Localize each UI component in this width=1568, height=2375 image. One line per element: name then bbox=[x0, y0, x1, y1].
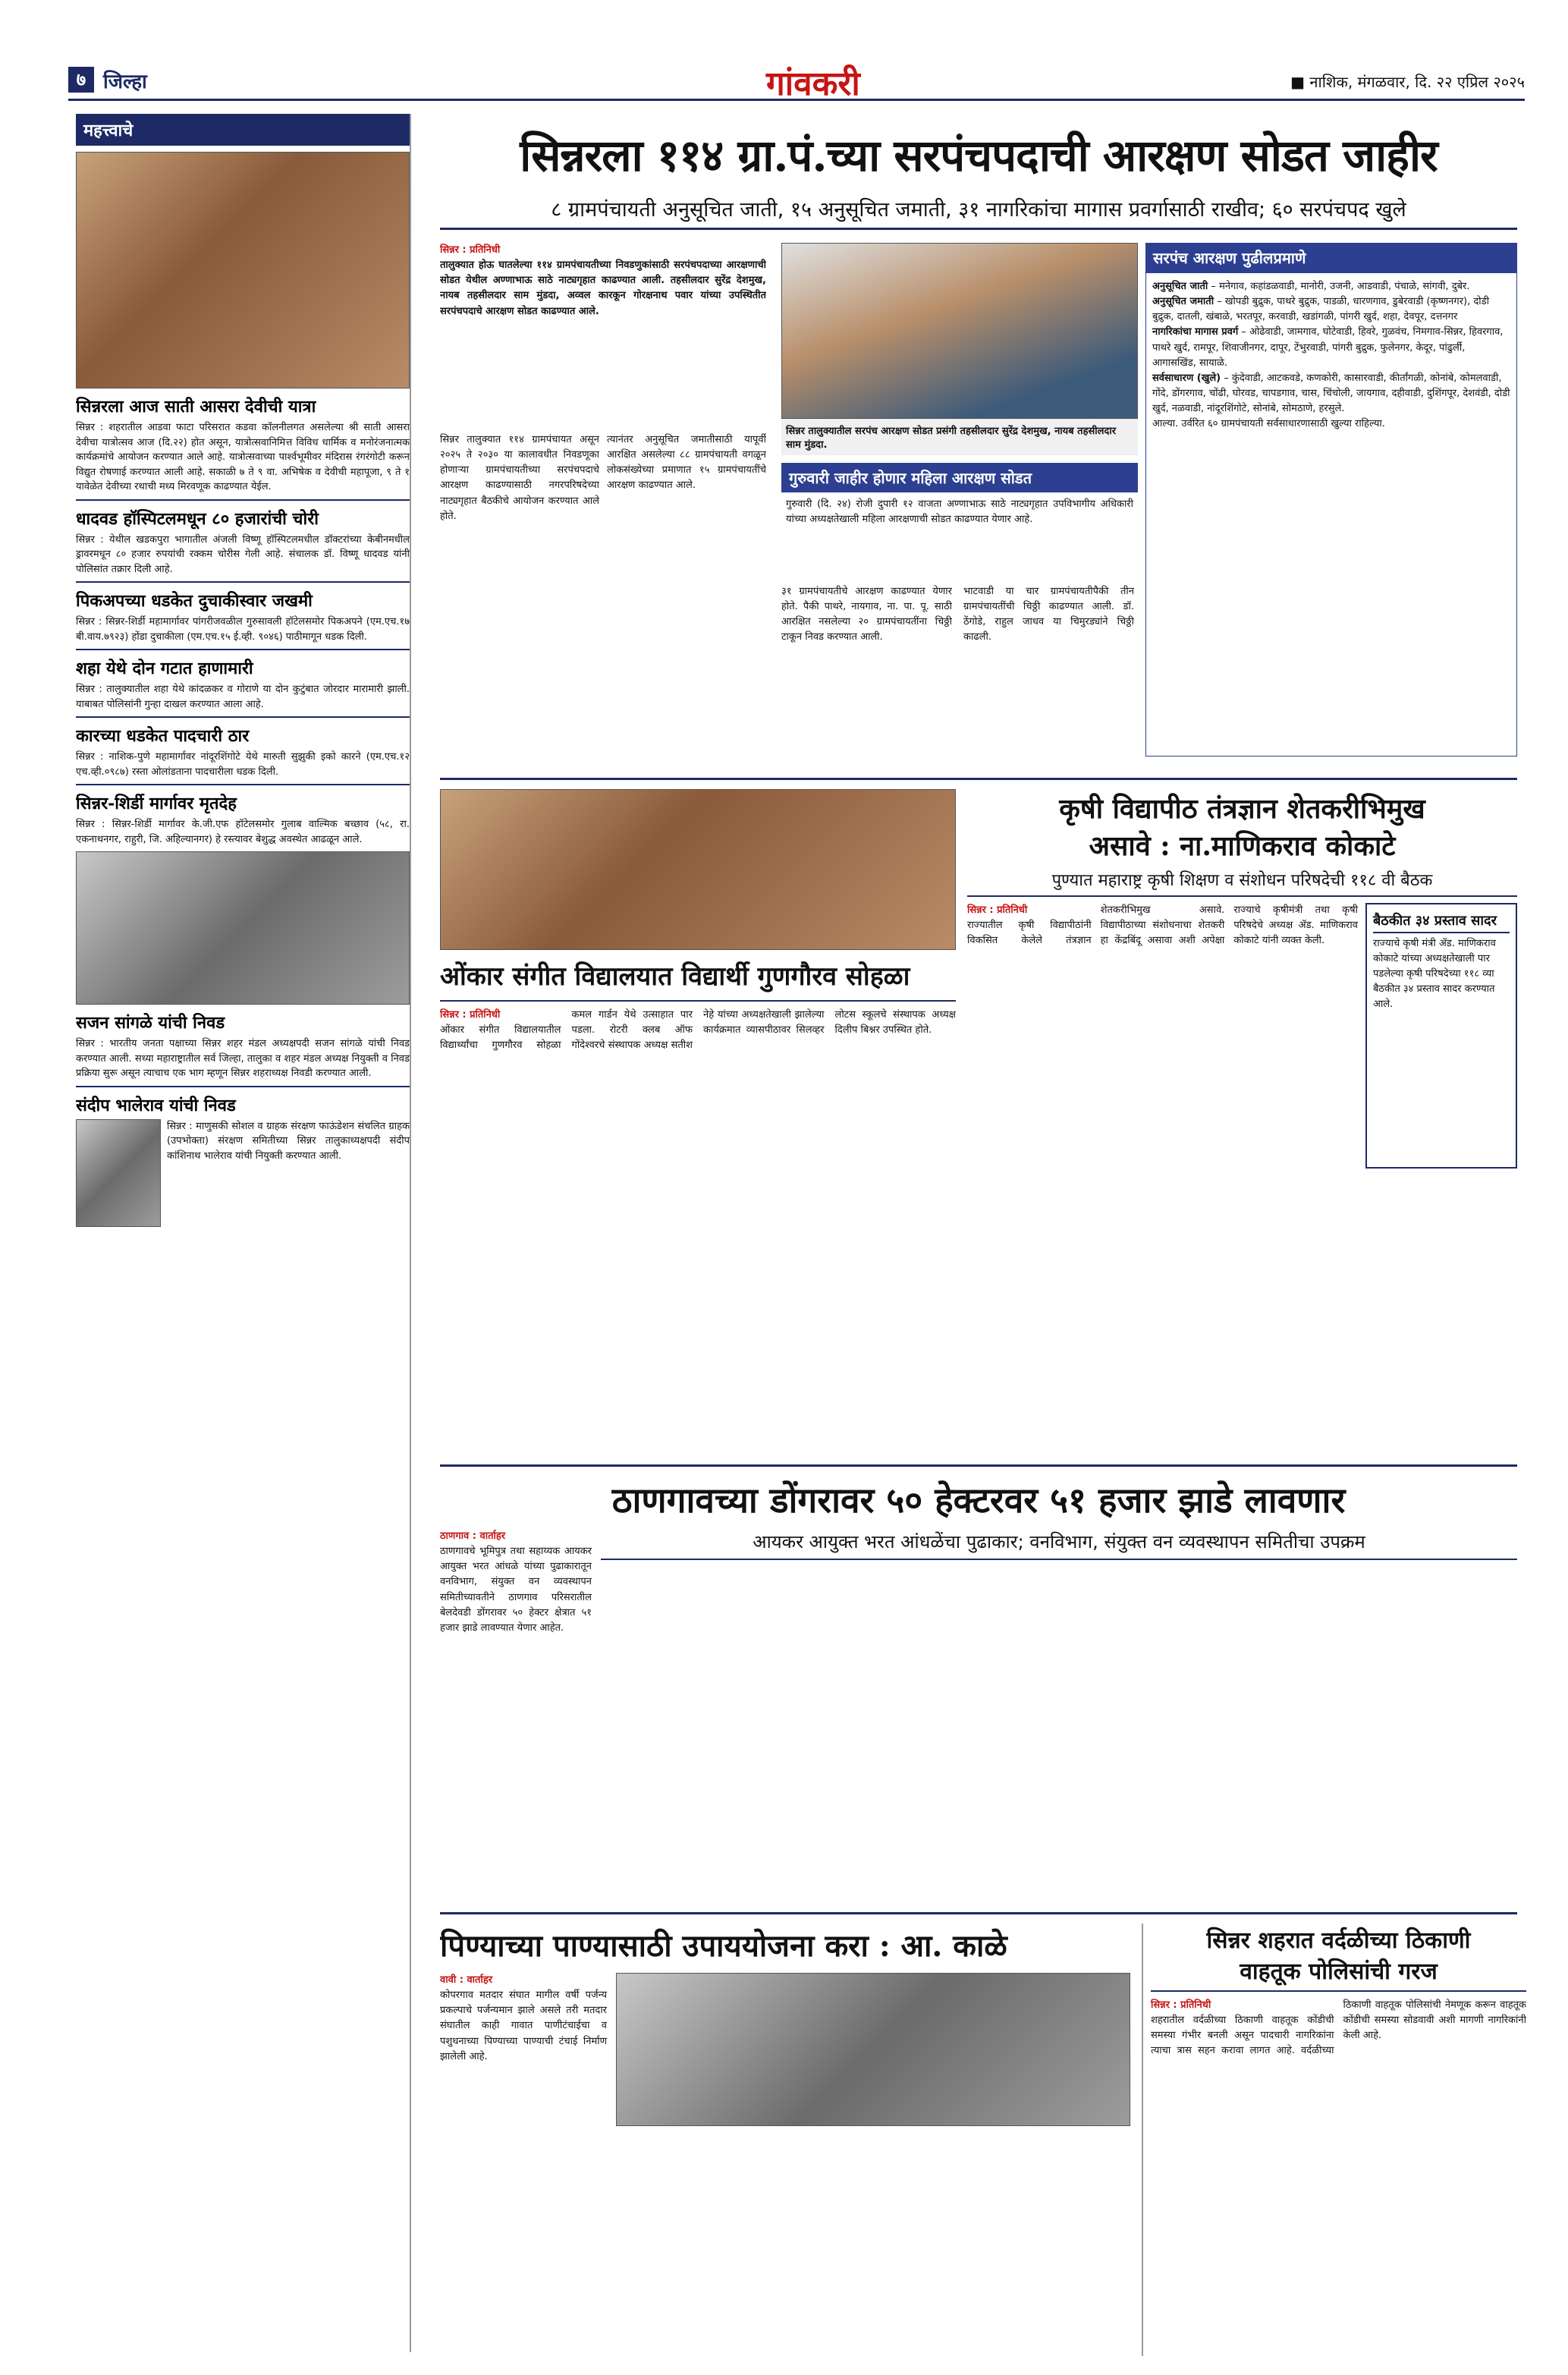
women-reservation-box bbox=[781, 463, 1138, 569]
water-body-text: कोपरगाव मतदार संघात मागील वर्षी पर्जन्य प्रकल्पाचे पर्जन्यमान झाले असले तरी मतदार संघातील काही गावात पाणीटंचाईचा व पशुधनाच्या पिण्याच्या पाण्याची टंचाई निर्माण झालेली आहे. bbox=[440, 1990, 607, 2062]
traffic-body bbox=[1151, 1992, 1526, 2347]
agri-box-title: बैठकीत ३४ प्रस्ताव सादर bbox=[1373, 911, 1510, 933]
music-headline: ओंकार संगीत विद्यालयात विद्यार्थी गुणगौरव सोहळा bbox=[440, 950, 956, 1002]
goddess-photo bbox=[76, 152, 410, 388]
reservation-box-body: अनुसूचित जाती – मनेगाव, कहांडळवाडी, मानोरी, उजनी, आडवाडी, पंचाळे, सांगवी, दुबेर. अनुसूचित जमाती – खोपडी बुद्रुक, पाथरे बुद्रुक, पाडळी, धारणगाव, डुबेरवाडी (कृष्णनगर), दोडी बुद्रुक, दातली, खंबाळे, भरतपूर, करवाडी, खडांगळी, पांगरी खुर्द, शहा, देवपूर, दत्तनगर नागरिकांचा मागास प्रवर्ग – ओढेवाडी, जामगाव, घोटेवाडी, हिवरे, गुळवंच, निमगाव-सिन्नर, हिवरगाव, पाथरे खुर्द, रामपूर, शिवाजीनगर, दापूर, टेंभुरवाडी, पांगरी बुद्रुक, फुलेनगर, केदूर, पांढुर्ली, आगासखिंड, सायाळे. सर्वसाधारण (खुले) – कुंदेवाडी, आटकवडे, कणकोरी, कासारवाडी, कीर्तांगळी, कोनांबे, कोमलवाडी, गोंदे, डोंगरगाव, चोंढी, घोरवड, चापडगाव, चास, चिंचोली, जायगाव, दहीवाडी, दुशिंगपूर, देशवंडी, दोडी खुर्द, नळवाडी, नांदूरशिंगोटे, सोनांबे, सोमठाणे, हरसुले. आल्या. उर्वरित ६० ग्रामपंचायती सर्वसाधारणासाठी खुल्या राहिल्या. bbox=[1145, 272, 1517, 757]
sidebar-story-body: सिन्नर : शहरातील आडवा फाटा परिसरात कडवा कॉलनीलगत असलेल्या श्री साती आसरा देवीचा यात्रोत्सव आज (दि.२२) होत असून, यात्रोत्सवानिमित्त विविध धार्मिक व मनोरंजनात्मक कार्यक्रमांचे आयोजन करण्यात आले आहे. यात्रोत्सवाच्या पार्श्वभूमीवर मंदिरास रंगरंगोटी करून विद्युत रोषणाई करण्यात आली आहे. सकाळी ७ ते ९ वा. अभिषेक व देवीची महापूजा, ९ ते १ यावेळेत देवीच्या रथाची मध्य मिरवणूक काढण्यात येईल. bbox=[76, 422, 410, 492]
tree-story bbox=[440, 1476, 1517, 1908]
women-box-title: गुरुवारी जाहीर होणार महिला आरक्षण सोडत bbox=[781, 463, 1138, 492]
section-name: जिल्हा bbox=[103, 71, 147, 93]
sidebar-story-title: सिन्नरला आज साती आसरा देवीची यात्रा bbox=[76, 397, 316, 417]
lead-column-1: सिन्नर तालुक्यात ११४ ग्रामपंचायत असून २०२५ ते २०३० या कालावधीत निवडणूका होणार्‍या ग्रामपंचायतीच्या सरपंचपदाचे आरक्षण काढण्यासाठी नगरपरिषदेच्या नाट्यगृहात बैठकीचे आयोजन करण्यात आले होते. bbox=[440, 434, 599, 522]
byline: सिन्नर : प्रतिनिधी bbox=[440, 1009, 501, 1021]
sc-label: अनुसूचित जाती bbox=[1152, 281, 1208, 292]
byline: ठाणगाव : वार्ताहर bbox=[440, 1530, 506, 1542]
sidebar-story-title: धादवड हॉस्पिटलमधून ८० हजारांची चोरी bbox=[76, 508, 319, 529]
lead-column-2: त्यानंतर अनुसूचित जमातीसाठी यापूर्वी आरक्षित असलेल्या ८८ ग्रामपंचायती वगळून लोकसंख्येच्या प्रमाणात १५ ग्रामपंचायतींचे आरक्षण काढण्यात आले. bbox=[607, 434, 766, 492]
water-body-columns bbox=[616, 2126, 1130, 2337]
felicitation-photo bbox=[76, 851, 410, 1005]
portrait-photo bbox=[76, 1119, 161, 1227]
dateline: ■ नाशिक, मंगळवार, दि. २२ एप्रिल २०२५ bbox=[1290, 73, 1525, 91]
sidebar-column bbox=[76, 114, 411, 2352]
agri-headline-line1: कृषी विद्यापीठ तंत्रज्ञान शेतकरीभिमुख bbox=[1059, 793, 1425, 825]
traffic-headline-line2: वाहतूक पोलिसांची गरज bbox=[1151, 1955, 1526, 1992]
sidebar-story-body: सिन्नर : येथील खडकपुरा भागातील अंजली विष्णू हॉस्पिटलमधील डॉक्टरांच्या केबीनमधील ड्रावरमधून ८० हजार रुपयांची रक्कम चोरीस गेली आहे. संचालक डॉ. विष्णू धादवड यांनी पोलिसांत तक्रार दिली आहे. bbox=[76, 533, 410, 575]
agri-proposals-box bbox=[1365, 903, 1517, 1169]
meeting-photo bbox=[616, 1973, 1130, 2126]
masthead bbox=[68, 64, 1525, 101]
agri-story bbox=[967, 789, 1517, 1457]
sidebar-story-title: पिकअपच्या धडकेत दुचाकीस्वार जखमी bbox=[76, 591, 313, 611]
sidebar-story-body: सिन्नर : सिन्नर-शिर्डी महामार्गावर पांगरीजवळील गुरुसावली हॉटेलसमोर पिकअपने (एम.एच.१७ बी.वाय.७९२३) होंडा दुचाकीला (एम.एच.१५ ई.व्ही. ९०४६) पाठीमागून धडक दिली. bbox=[76, 616, 410, 643]
page-number: ७ bbox=[68, 67, 94, 93]
obc-list: ओढेवाडी, जामगाव, घोटेवाडी, हिवरे, गुळवंच, निमगाव-सिन्नर, हिवरगाव, पाथरे खुर्द, रामपूर, शिवाजीनगर, दापूर, टेंभुरवाडी, पांगरी बुद्रुक, फुलेनगर, केदूर, पांढुर्ली, आगासखिंड, सायाळे. bbox=[1152, 326, 1504, 369]
tree-lead-col bbox=[440, 1529, 592, 1863]
lead-column-4: भाटवाडी या चार ग्रामपंचायतीपैकी तीन ग्रामपंचायतींची चिठ्ठी काढण्यात आली. डॉ. ठेंगोडे, राहुल जाधव या चिमुरड्यांने चिठ्ठी काढली. bbox=[963, 586, 1134, 643]
sidebar-story-body: सिन्नर : तालुक्यातील शहा येथे कांदळकर व गोराणे या दोन कुटुंबात जोरदार मारामारी झाली. याबाबत पोलिसांनी गुन्हा दाखल करण्यात आला आहे. bbox=[76, 684, 410, 710]
water-story bbox=[440, 1924, 1130, 2356]
agri-body bbox=[967, 903, 1358, 1389]
byline: सिन्नर : प्रतिनिधी bbox=[1151, 1999, 1211, 2011]
sidebar-story-title: शहा येथे दोन गटात हाणामारी bbox=[76, 659, 253, 678]
agri-headline-line2: असावे : ना.माणिकराव कोकाटे bbox=[1089, 830, 1396, 862]
open-list: कुंदेवाडी, आटकवडे, कणकोरी, कासारवाडी, कीर्तांगळी, कोनांबे, कोमलवाडी, गोंदे, डोंगरगाव, चोंढी, घोरवड, चापडगाव, चास, चिंचोली, जायगाव, दहीवाडी, दुशिंगपूर, देशवंडी, दोडी खुर्द, नळवाडी, नांदूरशिंगोटे, सोनांबे, सोमठाणे, हरसुले. bbox=[1152, 372, 1510, 415]
sc-list: मनेगाव, कहांडळवाडी, मानोरी, उजनी, आडवाडी, पंचाळे, सांगवी, दुबेर. bbox=[1219, 281, 1470, 292]
reservation-list-box bbox=[1145, 243, 1517, 766]
byline: वावी : वार्ताहर bbox=[440, 1974, 493, 1986]
tree-body-text: ठाणगावचे भूमिपुत्र तथा सहाय्यक आयकर आयुक्त भरत आंधळे यांच्या पुढाकारातून वनविभाग, संयुक्त वन व्यवस्थापन समितीच्यावतीने ठाणगाव परिसरातील बेलदेवडी डोंगरावर ५० हेक्टर क्षेत्रात ५१ हजार झाडे लावण्यात येणार आहेत. bbox=[440, 1546, 592, 1634]
agri-subhead: पुण्यात महाराष्ट्र कृषी शिक्षण व संशोधन परिषदेची ११८ वी बैठक bbox=[967, 863, 1517, 897]
traffic-story bbox=[1142, 1924, 1526, 2356]
water-headline: पिण्याच्या पाण्यासाठी उपाययोजना करा : आ. काळे bbox=[440, 1928, 1007, 1964]
music-body-text: ओंकार संगीत विद्यालयातील विद्यार्थ्यांचा गुणगौरव सोहळा कमल गार्डन येथे उत्साहात पार पडला. रोटरी क्लब ऑफ गोंदेश्वरचे संस्थापक अध्यक्ष सतीश नेहे यांच्या अध्यक्षतेखाली झालेल्या कार्यक्रमात व्यासपीठावर सिलव्हर लोटस स्कूलचे संस्थापक अध्यक्ष दिलीप बिश्नर उपस्थित होते. bbox=[440, 1009, 956, 1052]
lead-intro-text: तालुक्यात होऊ घातलेल्या ११४ ग्रामपंचायतीच्या निवडणुकांसाठी सरपंचपदाच्या आरक्षणाची सोडत येथील अण्णाभाऊ साठे नाट्यगृहात काढण्यात आली. तहसीलदार सुरेंद्र देशमुख, नायब तहसीलदार साम मुंडदा, अव्वल कारकून गोरक्षनाथ पवार यांच्या उपस्थितीत सरपंचपदाचे आरक्षण सोडत काढण्यात आले. bbox=[440, 260, 766, 317]
agri-box-body: राज्याचे कृषी मंत्री ॲड. माणिकराव कोकाटे यांच्या अध्यक्षतेखाली पार पडलेल्या कृषी परिषदेच्या ११८ व्या बैठकीत ३४ प्रस्ताव सादर करण्यात आले. bbox=[1373, 937, 1496, 1011]
tree-subhead: आयकर आयुक्त भरत आंधळेंचा पुढाकार; वनविभाग, संयुक्त वन व्यवस्थापन समितीचा उपक्रम bbox=[601, 1529, 1517, 1560]
lead-intro bbox=[440, 243, 766, 425]
music-story bbox=[440, 789, 956, 1457]
open-label: सर्वसाधारण (खुले) bbox=[1152, 372, 1221, 384]
lead-column-3: ३१ ग्रामपंचायतीचे आरक्षण काढण्यात येणार होते. पैकी पाथरे, नायगाव, ना. पा. पू. साठी आरक्षित नसलेल्या २० ग्रामपंचायतींना चिठ्ठी टाकून निवड करण्यात आली. bbox=[781, 586, 952, 643]
byline: सिन्नर : प्रतिनिधी bbox=[967, 904, 1028, 916]
lead-headline: सिन्नरला ११४ ग्रा.पं.च्या सरपंचपदाची आरक्षण सोडत जाहीर bbox=[520, 130, 1438, 181]
reservation-box-title: सरपंच आरक्षण पुढीलप्रमाणे bbox=[1145, 243, 1517, 272]
traffic-headline-line1: सिन्नर शहरात वर्दळीच्या ठिकाणी bbox=[1206, 1927, 1471, 1954]
sidebar-story-title: कारच्या धडकेत पादचारी ठार bbox=[76, 726, 250, 746]
reservation-footer: आल्या. उर्वरित ६० ग्रामपंचायती सर्वसाधारणासाठी खुल्या राहिल्या. bbox=[1152, 418, 1385, 430]
traffic-body-text: शहरातील वर्दळीच्या ठिकाणी वाहतूक कोंडीची समस्या गंभीर बनली असून पादचारी नागरिकांना त्याचा त्रास सहन करावा लागत आहे. वर्दळीच्या ठिकाणी वाहतूक पोलिसांची नेमणूक करून वाहतूक कोंडीची समस्या सोडवावी अशी मागणी नागरिकांनी केली आहे. bbox=[1151, 1999, 1526, 2057]
sidebar-story-body: सिन्नर : भारतीय जनता पक्षाच्या सिन्नर शहर मंडल अध्यक्षपदी सजन सांगळे यांची निवड करण्यात आली. सध्या महाराष्ट्रातील सर्व जिल्हा, तालुका व शहर मंडल अध्यक्ष नियुक्ती व निवड प्रक्रिया सुरू असून त्याचाच एक भाग म्हणून सिन्नर शहराध्यक्ष निवडी करण्यात आली. bbox=[76, 1038, 410, 1079]
tree-body-columns bbox=[601, 1560, 1517, 1854]
sidebar-story-title: सिन्नर-शिर्डी मार्गावर मृतदेह bbox=[76, 794, 237, 813]
obc-label: नागरिकांचा मागास प्रवर्ग bbox=[1152, 326, 1239, 338]
women-box-body: गुरुवारी (दि. २४) रोजी दुपारी १२ वाजता अण्णाभाऊ साठे नाट्यगृहात उपविभागीय अधिकारी यांच्या अध्यक्षतेखाली महिला आरक्षणाची सोडत काढण्यात येणार आहे. bbox=[786, 499, 1133, 526]
tree-headline: ठाणगावच्या डोंगरावर ५० हेक्टरवर ५१ हजार झाडे लावणार bbox=[611, 1480, 1346, 1521]
newspaper-logo: गांवकरी bbox=[766, 64, 860, 101]
sidebar-story-body: सिन्नर : नाशिक-पुणे महामार्गावर नांदूरशिंगोटे येथे मारुती सुझुकी इको कारने (एम.एच.१२ एच.व्ही.०९८७) रस्ता ओलांडताना पादचारीला धडक दिली. bbox=[76, 751, 410, 778]
byline: सिन्नर : प्रतिनिधी bbox=[440, 244, 501, 256]
st-list: खोपडी बुद्रुक, पाथरे बुद्रुक, पाडळी, धारणगाव, डुबेरवाडी (कृष्णनगर), दोडी बुद्रुक, दातली, खंबाळे, भरतपूर, करवाडी, खडांगळी, पांगरी खुर्द, शहा, देवपूर, दत्तनगर bbox=[1152, 296, 1489, 323]
lead-subheadline: ८ ग्रामपंचायती अनुसूचित जाती, १५ अनुसूचित जमाती, ३१ नागरिकांचा मागास प्रवर्गासाठी राखीव; ६० सरपंचपद खुले bbox=[440, 194, 1517, 230]
sidebar-story-title: सजन सांगळे यांची निवड bbox=[76, 1013, 225, 1033]
music-students-photo bbox=[440, 789, 956, 950]
st-label: अनुसूचित जमाती bbox=[1152, 296, 1214, 308]
water-lead-col bbox=[440, 1973, 607, 2337]
photo-caption: सिन्नर तालुक्यातील सरपंच आरक्षण सोडत प्रसंगी तहसीलदार सुरेंद्र देशमुख, नायब तहसीलदार साम मुंडदा. bbox=[781, 419, 1138, 455]
agri-body-text: राज्यातील कृषी विद्यापीठांनी विकसित केलेले तंत्रज्ञान शेतकरीभिमुख असावे. विद्यापीठाच्या संशोधनाचा शेतकरी हा केंद्रबिंदू असावा अशी अपेक्षा राज्याचे कृषीमंत्री तथा कृषी परिषदेचे अध्यक्ष ॲड. माणिकराव कोकाटे यांनी व्यक्त केली. bbox=[967, 904, 1358, 947]
music-body bbox=[440, 1002, 956, 1457]
sidebar-label: महत्त्वाचे bbox=[76, 114, 410, 146]
lead-photo-block bbox=[781, 243, 1138, 455]
sidebar-story-body: सिन्नर : सिन्नर-शिर्डी मार्गावर के.जी.एफ हॉटेलसमोर गुलाब वाल्मिक बच्छाव (५८, रा. एकनाथनगर, राहुरी, जि. अहिल्यानगर) हे रस्त्यावर बेशुद्ध अवस्थेत आढळून आले. bbox=[76, 819, 410, 845]
sidebar-story-body: सिन्नर : माणुसकी सोशल व ग्राहक संरक्षण फाऊंडेशन संचलित ग्राहक (उपभोक्ता) संरक्षण समितीच्या सिन्नर तालुकाध्यक्षपदी संदीप कांशिनाथ भालेराव यांची नियुक्ती करण्यात आली. bbox=[167, 1120, 410, 1162]
sidebar-story-title: संदीप भालेराव यांची निवड bbox=[76, 1095, 236, 1115]
lottery-event-photo bbox=[781, 243, 1138, 419]
